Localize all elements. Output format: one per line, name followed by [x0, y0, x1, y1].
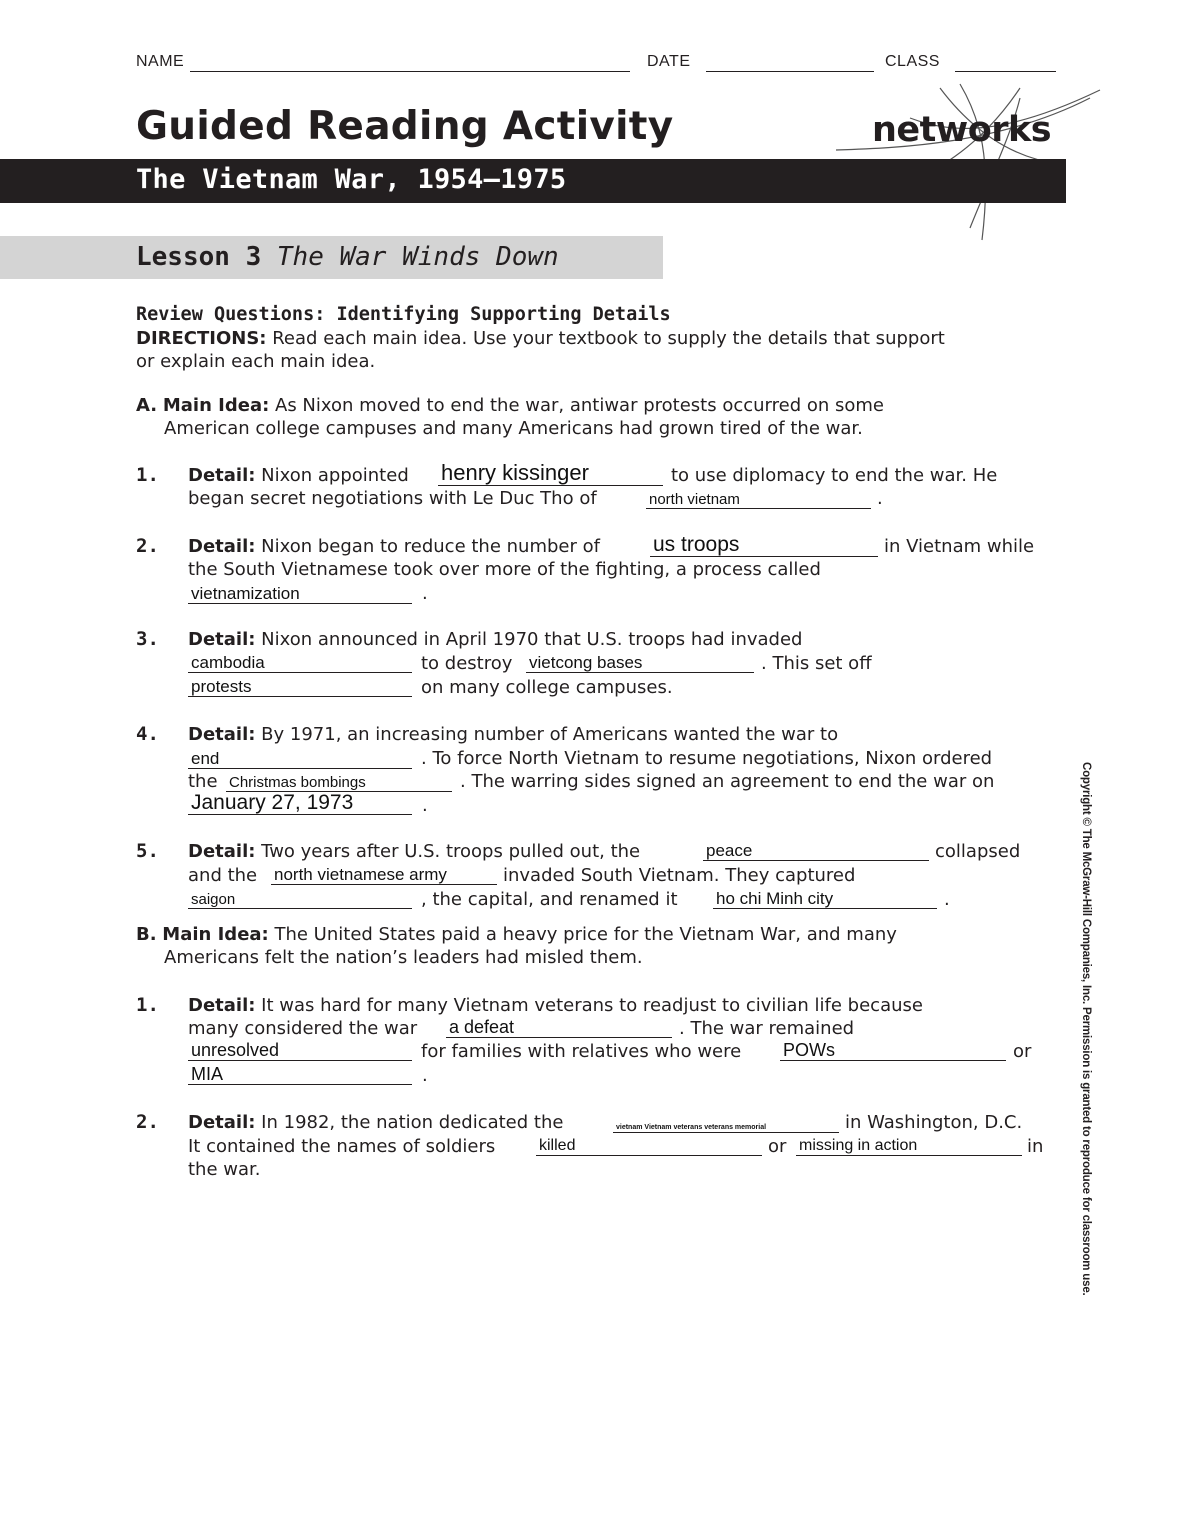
directions-line-2: or explain each main idea. — [136, 351, 376, 372]
detail-text: . — [944, 889, 950, 910]
answer-blank[interactable]: henry kissinger — [438, 461, 663, 486]
detail-text: collapsed — [935, 841, 1021, 862]
answer-blank[interactable]: January 27, 1973 — [188, 790, 412, 815]
lesson-name: The War Winds Down — [276, 242, 559, 272]
detail-text: , the capital, and renamed it — [421, 889, 678, 910]
detail-text: many considered the war — [188, 1018, 418, 1039]
detail-number: 4. — [136, 723, 159, 745]
answer-blank[interactable]: us troops — [650, 532, 878, 557]
networks-logo: networks — [872, 110, 1052, 150]
answer-blank[interactable]: peace — [703, 836, 929, 861]
answer-blank[interactable]: north vietnamese army — [271, 860, 497, 885]
detail-number: 2. — [136, 535, 159, 557]
detail-a2-line-1: Detail: Nixon began to reduce the number of — [188, 536, 600, 557]
answer-blank[interactable]: missing in action — [796, 1131, 1022, 1156]
main-idea-a-line-2: American college campuses and many Americans had grown tired of the war. — [164, 418, 863, 439]
detail-text: . The war remained — [679, 1018, 855, 1039]
answer-blank[interactable]: vietnamization — [188, 579, 412, 604]
answer-blank[interactable]: vietnam Vietnam veterans veterans memorial — [613, 1108, 839, 1133]
answer-blank[interactable]: ho chi Minh city — [713, 884, 937, 909]
detail-a3-line-1: Detail: Nixon announced in April 1970 that U.S. troops had invaded — [188, 629, 803, 650]
main-idea-a: A. Main Idea: As Nixon moved to end the war, antiwar protests occurred on some — [136, 395, 884, 416]
detail-text: the South Vietnamese took over more of the fighting, a process called — [188, 559, 821, 580]
detail-b1-line-1: Detail: It was hard for many Vietnam veterans to readjust to civilian life because — [188, 995, 923, 1016]
detail-a4-line-1: Detail: By 1971, an increasing number of Americans wanted the war to — [188, 724, 839, 745]
answer-blank[interactable]: north vietnam — [646, 484, 871, 509]
lesson-number: Lesson 3 — [136, 242, 262, 272]
detail-text: to use diplomacy to end the war. He — [671, 465, 998, 486]
detail-text: . To force North Vietnam to resume negotiations, Nixon ordered — [421, 748, 993, 769]
detail-text: It contained the names of soldiers — [188, 1136, 496, 1157]
detail-text: or — [1013, 1041, 1032, 1062]
detail-text: and the — [188, 865, 258, 886]
detail-text: . This set off — [761, 653, 872, 674]
answer-blank[interactable]: MIA — [188, 1060, 412, 1085]
detail-number: 1. — [136, 994, 159, 1016]
review-heading: Review Questions: Identifying Supporting Details — [136, 304, 671, 325]
answer-blank[interactable]: end — [188, 744, 412, 769]
detail-number: 3. — [136, 628, 159, 650]
directions-line-1: DIRECTIONS: Read each main idea. Use your textbook to supply the details that support — [136, 328, 945, 349]
detail-text: in — [1027, 1136, 1044, 1157]
name-field-line[interactable] — [190, 71, 630, 72]
detail-text: . — [422, 1065, 428, 1086]
answer-blank[interactable]: vietcong bases — [526, 648, 754, 673]
detail-text: in Washington, D.C. — [845, 1112, 1023, 1133]
answer-blank[interactable]: Christmas bombings — [226, 767, 452, 792]
answer-blank[interactable]: cambodia — [188, 648, 412, 673]
detail-number: 5. — [136, 840, 159, 862]
answer-blank[interactable]: killed — [536, 1131, 762, 1156]
detail-number: 1. — [136, 464, 159, 486]
main-idea-b: B. Main Idea: The United States paid a heavy price for the Vietnam War, and many — [136, 924, 897, 945]
detail-text: or — [768, 1136, 787, 1157]
detail-text: . The warring sides signed an agreement to end the war on — [460, 771, 995, 792]
answer-blank[interactable]: POWs — [780, 1036, 1006, 1061]
detail-text: for families with relatives who were — [421, 1041, 742, 1062]
detail-text: to destroy — [421, 653, 513, 674]
copyright-notice: Copyright © The McGraw-Hill Companies, Inc. Permission is granted to reproduce for classroom use. — [1080, 762, 1092, 1296]
detail-text: . — [422, 795, 428, 816]
detail-a1-line-1: Detail: Nixon appointed — [188, 465, 409, 486]
detail-b2-line-1: Detail: In 1982, the nation dedicated the — [188, 1112, 564, 1133]
answer-blank[interactable]: unresolved — [188, 1036, 412, 1061]
answer-blank[interactable]: a defeat — [446, 1013, 672, 1038]
detail-text: . — [877, 488, 883, 509]
answer-blank[interactable]: protests — [188, 672, 412, 697]
chapter-title: The Vietnam War, 1954–1975 — [136, 164, 567, 195]
detail-text: began secret negotiations with Le Duc Tho of — [188, 488, 597, 509]
class-label: CLASS — [885, 53, 940, 70]
main-idea-b-line-2: Americans felt the nation’s leaders had misled them. — [164, 947, 643, 968]
detail-text: in Vietnam while — [884, 536, 1035, 557]
date-field-line[interactable] — [706, 71, 874, 72]
class-field-line[interactable] — [955, 71, 1056, 72]
detail-number: 2. — [136, 1111, 159, 1133]
name-label: NAME — [136, 53, 185, 70]
answer-blank[interactable]: saigon — [188, 884, 412, 909]
date-label: DATE — [647, 53, 691, 70]
detail-text: the — [188, 771, 218, 792]
page-title: Guided Reading Activity — [136, 104, 674, 149]
detail-a5-line-1: Detail: Two years after U.S. troops pulled out, the — [188, 841, 641, 862]
detail-text: invaded South Vietnam. They captured — [503, 865, 856, 886]
detail-text: on many college campuses. — [421, 677, 673, 698]
detail-text: . — [422, 583, 428, 604]
lesson-title — [136, 242, 559, 272]
detail-text: the war. — [188, 1159, 261, 1180]
